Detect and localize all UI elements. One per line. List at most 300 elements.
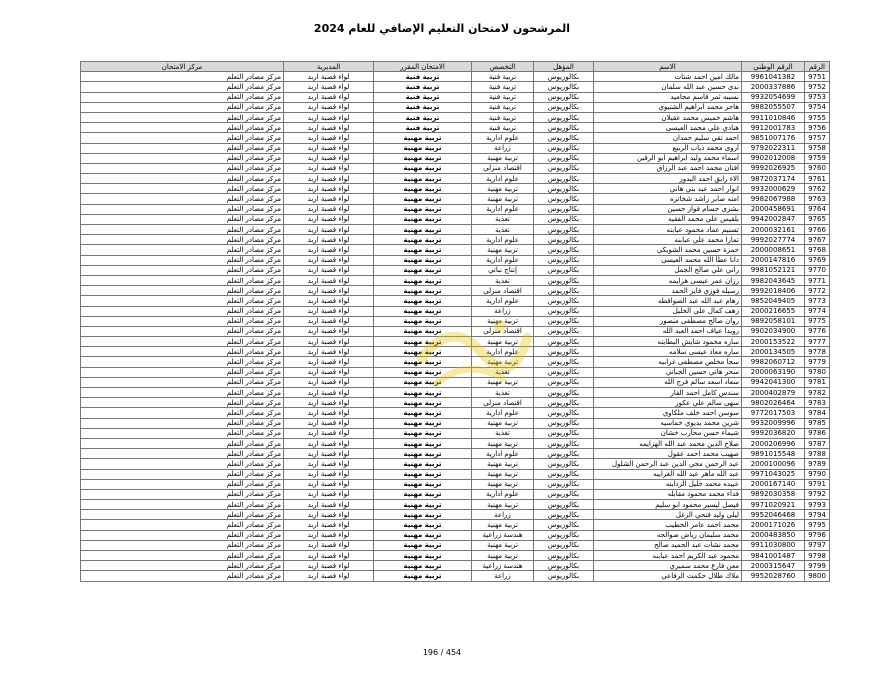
candidate-name-cell: سحر هاني حسين الجباني bbox=[594, 367, 742, 377]
exam-subject-cell: تربية مهنية bbox=[374, 326, 472, 336]
table-row bbox=[81, 72, 830, 82]
candidate-name-cell: سعاد اسعد سالم فرج الله bbox=[594, 377, 742, 387]
exam-subject-cell: تربية مهنية bbox=[374, 296, 472, 306]
candidate-name-cell: هاجر محمد ابراهيم الشتيوي bbox=[594, 102, 742, 112]
exam-center-cell: مركز مصادر التعلم bbox=[81, 510, 284, 520]
exam-subject-cell: تربية مهنية bbox=[374, 418, 472, 428]
national-id-cell: 2000315647 bbox=[742, 561, 805, 571]
national-id-cell: 9971043025 bbox=[742, 469, 805, 479]
exam-center-cell: مركز مصادر التعلم bbox=[81, 102, 284, 112]
exam-subject-cell: تربية مهنية bbox=[374, 275, 472, 285]
table-row bbox=[81, 551, 830, 561]
candidate-name-cell: محمود عبد الكريم احمد عبابنه bbox=[594, 551, 742, 561]
candidate-name-cell: صهيب محمد احمد عقول bbox=[594, 449, 742, 459]
candidate-name-cell: ندى حسين عبد الله سلمان bbox=[594, 82, 742, 92]
national-id-cell: 9961041382 bbox=[742, 72, 805, 82]
exam-subject-cell: تربية مهنية bbox=[374, 163, 472, 173]
row-number-cell: 9795 bbox=[805, 520, 830, 530]
exam-center-cell: مركز مصادر التعلم bbox=[81, 72, 284, 82]
national-id-cell: 9911010846 bbox=[742, 112, 805, 122]
exam-subject-cell: تربية مهنية bbox=[374, 438, 472, 448]
row-number-cell: 9780 bbox=[805, 367, 830, 377]
row-number-cell: 9799 bbox=[805, 561, 830, 571]
exam-center-cell: مركز مصادر التعلم bbox=[81, 204, 284, 214]
table-row bbox=[81, 225, 830, 235]
table-row bbox=[81, 418, 830, 428]
exam-subject-cell: تربية مهنية bbox=[374, 235, 472, 245]
exam-center-cell: مركز مصادر التعلم bbox=[81, 296, 284, 306]
col-header-national-id: الرقم الوطني bbox=[742, 62, 805, 72]
directorate-cell: لواء قصبة اربد bbox=[284, 174, 374, 184]
candidate-name-cell: حمزة حسين محمد الشويكي bbox=[594, 245, 742, 255]
national-id-cell: 9851007176 bbox=[742, 133, 805, 143]
row-number-cell: 9782 bbox=[805, 388, 830, 398]
directorate-cell: لواء قصبة اربد bbox=[284, 479, 374, 489]
candidate-name-cell: ملاك طلال حكمت الرفاعي bbox=[594, 571, 742, 581]
specialization-cell: اقتصاد منزلي bbox=[472, 398, 534, 408]
specialization-cell: تربية مهنية bbox=[472, 377, 534, 387]
exam-subject-cell: تربية فنية bbox=[374, 112, 472, 122]
directorate-cell: لواء قصبة اربد bbox=[284, 337, 374, 347]
table-row bbox=[81, 347, 830, 357]
col-header-exam: الامتحان المقرر bbox=[374, 62, 472, 72]
candidate-name-cell: ساره معاذ عيسى سلامه bbox=[594, 347, 742, 357]
national-id-cell: 9942002847 bbox=[742, 214, 805, 224]
national-id-cell: 2000008651 bbox=[742, 245, 805, 255]
table-row bbox=[81, 398, 830, 408]
col-header-exam-center: مركز الامتحان bbox=[81, 62, 284, 72]
specialization-cell: زراعة bbox=[472, 510, 534, 520]
exam-center-cell: مركز مصادر التعلم bbox=[81, 469, 284, 479]
national-id-cell: 2000216655 bbox=[742, 306, 805, 316]
qualification-cell: بكالوريوس bbox=[534, 388, 594, 398]
table-row bbox=[81, 163, 830, 173]
directorate-cell: لواء قصبة اربد bbox=[284, 540, 374, 550]
candidate-name-cell: رسيله فوزي فايز الحمد bbox=[594, 286, 742, 296]
candidate-name-cell: سهى سالم علي عكور bbox=[594, 398, 742, 408]
row-number-cell: 9788 bbox=[805, 449, 830, 459]
national-id-cell: 9852049405 bbox=[742, 296, 805, 306]
exam-center-cell: مركز مصادر التعلم bbox=[81, 184, 284, 194]
directorate-cell: لواء قصبة اربد bbox=[284, 133, 374, 143]
qualification-cell: بكالوريوس bbox=[534, 408, 594, 418]
candidate-name-cell: فيصل ليسير محمود ابو سليم bbox=[594, 500, 742, 510]
exam-subject-cell: تربية مهنية bbox=[374, 377, 472, 387]
exam-subject-cell: تربية مهنية bbox=[374, 540, 472, 550]
directorate-cell: لواء قصبة اربد bbox=[284, 265, 374, 275]
row-number-cell: 9762 bbox=[805, 184, 830, 194]
specialization-cell: تغذية bbox=[472, 225, 534, 235]
qualification-cell: بكالوريوس bbox=[534, 357, 594, 367]
qualification-cell: بكالوريوس bbox=[534, 102, 594, 112]
qualification-cell: بكالوريوس bbox=[534, 306, 594, 316]
table-row bbox=[81, 388, 830, 398]
qualification-cell: بكالوريوس bbox=[534, 133, 594, 143]
table-row bbox=[81, 449, 830, 459]
exam-center-cell: مركز مصادر التعلم bbox=[81, 520, 284, 530]
directorate-cell: لواء قصبة اربد bbox=[284, 520, 374, 530]
table-row bbox=[81, 286, 830, 296]
row-number-cell: 9764 bbox=[805, 204, 830, 214]
specialization-cell: تربية فنية bbox=[472, 102, 534, 112]
row-number-cell: 9773 bbox=[805, 296, 830, 306]
exam-subject-cell: تربية مهنية bbox=[374, 194, 472, 204]
national-id-cell: 2000337886 bbox=[742, 82, 805, 92]
national-id-cell: 9992027774 bbox=[742, 235, 805, 245]
row-number-cell: 9785 bbox=[805, 418, 830, 428]
row-number-cell: 9768 bbox=[805, 245, 830, 255]
exam-center-cell: مركز مصادر التعلم bbox=[81, 357, 284, 367]
specialization-cell: تربية مهنية bbox=[472, 540, 534, 550]
candidate-name-cell: تسنيم عماد محمود عبابنه bbox=[594, 225, 742, 235]
directorate-cell: لواء قصبة اربد bbox=[284, 489, 374, 499]
specialization-cell: تربية مهنية bbox=[472, 153, 534, 163]
exam-center-cell: مركز مصادر التعلم bbox=[81, 112, 284, 122]
row-number-cell: 9779 bbox=[805, 357, 830, 367]
directorate-cell: لواء قصبة اربد bbox=[284, 561, 374, 571]
row-number-cell: 9777 bbox=[805, 337, 830, 347]
table-row bbox=[81, 489, 830, 499]
qualification-cell: بكالوريوس bbox=[534, 551, 594, 561]
national-id-cell: 9992036820 bbox=[742, 428, 805, 438]
national-id-cell: 2000206996 bbox=[742, 438, 805, 448]
row-number-cell: 9760 bbox=[805, 163, 830, 173]
exam-subject-cell: تربية مهنية bbox=[374, 265, 472, 275]
table-row bbox=[81, 153, 830, 163]
table-row bbox=[81, 214, 830, 224]
exam-center-cell: مركز مصادر التعلم bbox=[81, 408, 284, 418]
table-row bbox=[81, 235, 830, 245]
row-number-cell: 9774 bbox=[805, 306, 830, 316]
directorate-cell: لواء قصبة اربد bbox=[284, 286, 374, 296]
directorate-cell: لواء قصبة اربد bbox=[284, 398, 374, 408]
directorate-cell: لواء قصبة اربد bbox=[284, 377, 374, 387]
candidate-name-cell: محمد سليمان رياض صوالحه bbox=[594, 530, 742, 540]
row-number-cell: 9766 bbox=[805, 225, 830, 235]
exam-subject-cell: تربية مهنية bbox=[374, 245, 472, 255]
qualification-cell: بكالوريوس bbox=[534, 479, 594, 489]
exam-center-cell: مركز مصادر التعلم bbox=[81, 265, 284, 275]
table-row bbox=[81, 194, 830, 204]
qualification-cell: بكالوريوس bbox=[534, 438, 594, 448]
qualification-cell: بكالوريوس bbox=[534, 265, 594, 275]
directorate-cell: لواء قصبة اربد bbox=[284, 500, 374, 510]
row-number-cell: 9789 bbox=[805, 459, 830, 469]
exam-center-cell: مركز مصادر التعلم bbox=[81, 561, 284, 571]
exam-subject-cell: تربية مهنية bbox=[374, 184, 472, 194]
table-row bbox=[81, 306, 830, 316]
specialization-cell: علوم ادارية bbox=[472, 174, 534, 184]
directorate-cell: لواء قصبة اربد bbox=[284, 388, 374, 398]
qualification-cell: بكالوريوس bbox=[534, 530, 594, 540]
table-row bbox=[81, 296, 830, 306]
candidate-name-cell: دانا عطا الله محمد العيسى bbox=[594, 255, 742, 265]
candidate-name-cell: احمد تقي سليم حمدان bbox=[594, 133, 742, 143]
directorate-cell: لواء قصبة اربد bbox=[284, 449, 374, 459]
exam-center-cell: مركز مصادر التعلم bbox=[81, 347, 284, 357]
table-row bbox=[81, 337, 830, 347]
directorate-cell: لواء قصبة اربد bbox=[284, 357, 374, 367]
specialization-cell: تغذية bbox=[472, 388, 534, 398]
exam-subject-cell: تربية مهنية bbox=[374, 347, 472, 357]
candidate-name-cell: سندس كامل احمد القار bbox=[594, 388, 742, 398]
qualification-cell: بكالوريوس bbox=[534, 398, 594, 408]
candidate-name-cell: امنه صابر راشد شخاتره bbox=[594, 194, 742, 204]
exam-center-cell: مركز مصادر التعلم bbox=[81, 459, 284, 469]
exam-center-cell: مركز مصادر التعلم bbox=[81, 438, 284, 448]
row-number-cell: 9755 bbox=[805, 112, 830, 122]
candidate-name-cell: رزان عمر عيسى هزايمه bbox=[594, 275, 742, 285]
qualification-cell: بكالوريوس bbox=[534, 255, 594, 265]
national-id-cell: 2000458691 bbox=[742, 204, 805, 214]
table-row bbox=[81, 561, 830, 571]
col-header-specialization: التخصص bbox=[472, 62, 534, 72]
qualification-cell: بكالوريوس bbox=[534, 143, 594, 153]
qualification-cell: بكالوريوس bbox=[534, 520, 594, 530]
specialization-cell: علوم ادارية bbox=[472, 408, 534, 418]
exam-subject-cell: تربية مهنية bbox=[374, 153, 472, 163]
qualification-cell: بكالوريوس bbox=[534, 367, 594, 377]
exam-subject-cell: تربية مهنية bbox=[374, 459, 472, 469]
table-row bbox=[81, 571, 830, 581]
qualification-cell: بكالوريوس bbox=[534, 540, 594, 550]
exam-subject-cell: تربية مهنية bbox=[374, 428, 472, 438]
candidate-name-cell: راني علي صالح الجمل bbox=[594, 265, 742, 275]
qualification-cell: بكالوريوس bbox=[534, 194, 594, 204]
specialization-cell: تربية فنية bbox=[472, 92, 534, 102]
table-row bbox=[81, 540, 830, 550]
row-number-cell: 9761 bbox=[805, 174, 830, 184]
directorate-cell: لواء قصبة اربد bbox=[284, 143, 374, 153]
exam-center-cell: مركز مصادر التعلم bbox=[81, 235, 284, 245]
candidate-name-cell: سجا مخلص مصطفى غرابيه bbox=[594, 357, 742, 367]
specialization-cell: تربية مهنية bbox=[472, 479, 534, 489]
table-row bbox=[81, 469, 830, 479]
specialization-cell: هندسة زراعية bbox=[472, 530, 534, 540]
exam-center-cell: مركز مصادر التعلم bbox=[81, 163, 284, 173]
directorate-cell: لواء قصبة اربد bbox=[284, 163, 374, 173]
candidate-name-cell: معن فارع محمد سميري bbox=[594, 561, 742, 571]
directorate-cell: لواء قصبة اربد bbox=[284, 235, 374, 245]
qualification-cell: بكالوريوس bbox=[534, 72, 594, 82]
exam-center-cell: مركز مصادر التعلم bbox=[81, 153, 284, 163]
specialization-cell: تربية مهنية bbox=[472, 337, 534, 347]
directorate-cell: لواء قصبة اربد bbox=[284, 275, 374, 285]
table-row bbox=[81, 123, 830, 133]
table-row bbox=[81, 530, 830, 540]
directorate-cell: لواء قصبة اربد bbox=[284, 408, 374, 418]
qualification-cell: بكالوريوس bbox=[534, 449, 594, 459]
exam-subject-cell: تربية مهنية bbox=[374, 489, 472, 499]
table-row bbox=[81, 500, 830, 510]
exam-center-cell: مركز مصادر التعلم bbox=[81, 540, 284, 550]
row-number-cell: 9765 bbox=[805, 214, 830, 224]
specialization-cell: هندسة زراعية bbox=[472, 561, 534, 571]
row-number-cell: 9793 bbox=[805, 500, 830, 510]
exam-center-cell: مركز مصادر التعلم bbox=[81, 398, 284, 408]
directorate-cell: لواء قصبة اربد bbox=[284, 82, 374, 92]
qualification-cell: بكالوريوس bbox=[534, 275, 594, 285]
exam-center-cell: مركز مصادر التعلم bbox=[81, 133, 284, 143]
qualification-cell: بكالوريوس bbox=[534, 571, 594, 581]
exam-subject-cell: تربية مهنية bbox=[374, 214, 472, 224]
exam-subject-cell: تربية مهنية bbox=[374, 469, 472, 479]
specialization-cell: زراعة bbox=[472, 571, 534, 581]
candidates-table bbox=[80, 61, 830, 582]
exam-center-cell: مركز مصادر التعلم bbox=[81, 337, 284, 347]
row-number-cell: 9753 bbox=[805, 92, 830, 102]
exam-subject-cell: تربية مهنية bbox=[374, 551, 472, 561]
qualification-cell: بكالوريوس bbox=[534, 82, 594, 92]
qualification-cell: بكالوريوس bbox=[534, 92, 594, 102]
table-row bbox=[81, 82, 830, 92]
exam-center-cell: مركز مصادر التعلم bbox=[81, 388, 284, 398]
national-id-cell: 9912001783 bbox=[742, 123, 805, 133]
specialization-cell: علوم ادارية bbox=[472, 235, 534, 245]
specialization-cell: تربية مهنية bbox=[472, 357, 534, 367]
exam-subject-cell: تربية مهنية bbox=[374, 225, 472, 235]
qualification-cell: بكالوريوس bbox=[534, 153, 594, 163]
national-id-cell: 9982067988 bbox=[742, 194, 805, 204]
table-row bbox=[81, 275, 830, 285]
specialization-cell: تربية فنية bbox=[472, 82, 534, 92]
exam-center-cell: مركز مصادر التعلم bbox=[81, 316, 284, 326]
table-row bbox=[81, 428, 830, 438]
exam-subject-cell: تربية مهنية bbox=[374, 306, 472, 316]
directorate-cell: لواء قصبة اربد bbox=[284, 92, 374, 102]
national-id-cell: 9802026464 bbox=[742, 398, 805, 408]
national-id-cell: 2000153522 bbox=[742, 337, 805, 347]
exam-center-cell: مركز مصادر التعلم bbox=[81, 326, 284, 336]
qualification-cell: بكالوريوس bbox=[534, 428, 594, 438]
directorate-cell: لواء قصبة اربد bbox=[284, 123, 374, 133]
national-id-cell: 9942041300 bbox=[742, 377, 805, 387]
candidate-name-cell: عبيده محمد خليل الرداينه bbox=[594, 479, 742, 489]
specialization-cell: علوم ادارية bbox=[472, 255, 534, 265]
national-id-cell: 9772017503 bbox=[742, 408, 805, 418]
candidate-name-cell: شيماء حسن محارب خشان bbox=[594, 428, 742, 438]
specialization-cell: زراعة bbox=[472, 306, 534, 316]
exam-center-cell: مركز مصادر التعلم bbox=[81, 92, 284, 102]
candidate-name-cell: محمد نشات عبد الحميد صالح bbox=[594, 540, 742, 550]
exam-subject-cell: تربية مهنية bbox=[374, 286, 472, 296]
national-id-cell: 2000171026 bbox=[742, 520, 805, 530]
exam-center-cell: مركز مصادر التعلم bbox=[81, 571, 284, 581]
national-id-cell: 2000167140 bbox=[742, 479, 805, 489]
exam-subject-cell: تربية مهنية bbox=[374, 479, 472, 489]
specialization-cell: تربية مهنية bbox=[472, 551, 534, 561]
candidate-name-cell: نسيبه ثمر قاسم محاميد bbox=[594, 92, 742, 102]
row-number-cell: 9770 bbox=[805, 265, 830, 275]
directorate-cell: لواء قصبة اربد bbox=[284, 571, 374, 581]
national-id-cell: 9882055507 bbox=[742, 102, 805, 112]
exam-subject-cell: تربية فنية bbox=[374, 102, 472, 112]
directorate-cell: لواء قصبة اربد bbox=[284, 255, 374, 265]
specialization-cell: تربية فنية bbox=[472, 112, 534, 122]
exam-center-cell: مركز مصادر التعلم bbox=[81, 500, 284, 510]
qualification-cell: بكالوريوس bbox=[534, 337, 594, 347]
candidate-name-cell: ليلى وليد فتحي الزغل bbox=[594, 510, 742, 520]
directorate-cell: لواء قصبة اربد bbox=[284, 306, 374, 316]
exam-center-cell: مركز مصادر التعلم bbox=[81, 418, 284, 428]
qualification-cell: بكالوريوس bbox=[534, 123, 594, 133]
exam-center-cell: مركز مصادر التعلم bbox=[81, 123, 284, 133]
qualification-cell: بكالوريوس bbox=[534, 510, 594, 520]
candidate-name-cell: صلاح الدين محمد عبد الله الهزايمه bbox=[594, 438, 742, 448]
table-row bbox=[81, 479, 830, 489]
exam-subject-cell: تربية فنية bbox=[374, 72, 472, 82]
exam-center-cell: مركز مصادر التعلم bbox=[81, 479, 284, 489]
table-row bbox=[81, 255, 830, 265]
table-row bbox=[81, 184, 830, 194]
exam-center-cell: مركز مصادر التعلم bbox=[81, 214, 284, 224]
qualification-cell: بكالوريوس bbox=[534, 296, 594, 306]
row-number-cell: 9754 bbox=[805, 102, 830, 112]
table-row bbox=[81, 204, 830, 214]
national-id-cell: 9992026925 bbox=[742, 163, 805, 173]
specialization-cell: تربية مهنية bbox=[472, 194, 534, 204]
national-id-cell: 2000032161 bbox=[742, 225, 805, 235]
exam-center-cell: مركز مصادر التعلم bbox=[81, 82, 284, 92]
national-id-cell: 9992018406 bbox=[742, 286, 805, 296]
qualification-cell: بكالوريوس bbox=[534, 326, 594, 336]
national-id-cell: 2000100096 bbox=[742, 459, 805, 469]
row-number-cell: 9781 bbox=[805, 377, 830, 387]
exam-center-cell: مركز مصادر التعلم bbox=[81, 489, 284, 499]
candidate-name-cell: سوسن احمد خلف ملكاوي bbox=[594, 408, 742, 418]
exam-subject-cell: تربية مهنية bbox=[374, 143, 472, 153]
national-id-cell: 9982043645 bbox=[742, 275, 805, 285]
exam-center-cell: مركز مصادر التعلم bbox=[81, 306, 284, 316]
national-id-cell: 9872037174 bbox=[742, 174, 805, 184]
row-number-cell: 9778 bbox=[805, 347, 830, 357]
exam-center-cell: مركز مصادر التعلم bbox=[81, 449, 284, 459]
exam-center-cell: مركز مصادر التعلم bbox=[81, 551, 284, 561]
exam-subject-cell: تربية مهنية bbox=[374, 388, 472, 398]
row-number-cell: 9792 bbox=[805, 489, 830, 499]
national-id-cell: 9952028760 bbox=[742, 571, 805, 581]
row-number-cell: 9759 bbox=[805, 153, 830, 163]
exam-subject-cell: تربية مهنية bbox=[374, 357, 472, 367]
national-id-cell: 2000063190 bbox=[742, 367, 805, 377]
specialization-cell: تربية مهنية bbox=[472, 459, 534, 469]
row-number-cell: 9796 bbox=[805, 530, 830, 540]
candidate-name-cell: اسماء محمد وليد ابراهيم ابو الرقين bbox=[594, 153, 742, 163]
candidate-name-cell: عبد الله ماهر عبد الله الغرايبه bbox=[594, 469, 742, 479]
national-id-cell: 9841001487 bbox=[742, 551, 805, 561]
row-number-cell: 9797 bbox=[805, 540, 830, 550]
directorate-cell: لواء قصبة اربد bbox=[284, 347, 374, 357]
candidate-name-cell: ساره محمود شايش البطاينه bbox=[594, 337, 742, 347]
row-number-cell: 9787 bbox=[805, 438, 830, 448]
exam-center-cell: مركز مصادر التعلم bbox=[81, 275, 284, 285]
candidate-name-cell: هنادي علي محمد العيسى bbox=[594, 123, 742, 133]
qualification-cell: بكالوريوس bbox=[534, 377, 594, 387]
qualification-cell: بكالوريوس bbox=[534, 245, 594, 255]
exam-center-cell: مركز مصادر التعلم bbox=[81, 530, 284, 540]
specialization-cell: تربية فنية bbox=[472, 123, 534, 133]
exam-subject-cell: تربية مهنية bbox=[374, 520, 472, 530]
specialization-cell: تربية مهنية bbox=[472, 520, 534, 530]
national-id-cell: 9932000629 bbox=[742, 184, 805, 194]
table-row bbox=[81, 133, 830, 143]
national-id-cell: 9911030800 bbox=[742, 540, 805, 550]
row-number-cell: 9758 bbox=[805, 143, 830, 153]
row-number-cell: 9767 bbox=[805, 235, 830, 245]
row-number-cell: 9798 bbox=[805, 551, 830, 561]
specialization-cell: تغذية bbox=[472, 214, 534, 224]
directorate-cell: لواء قصبة اربد bbox=[284, 102, 374, 112]
